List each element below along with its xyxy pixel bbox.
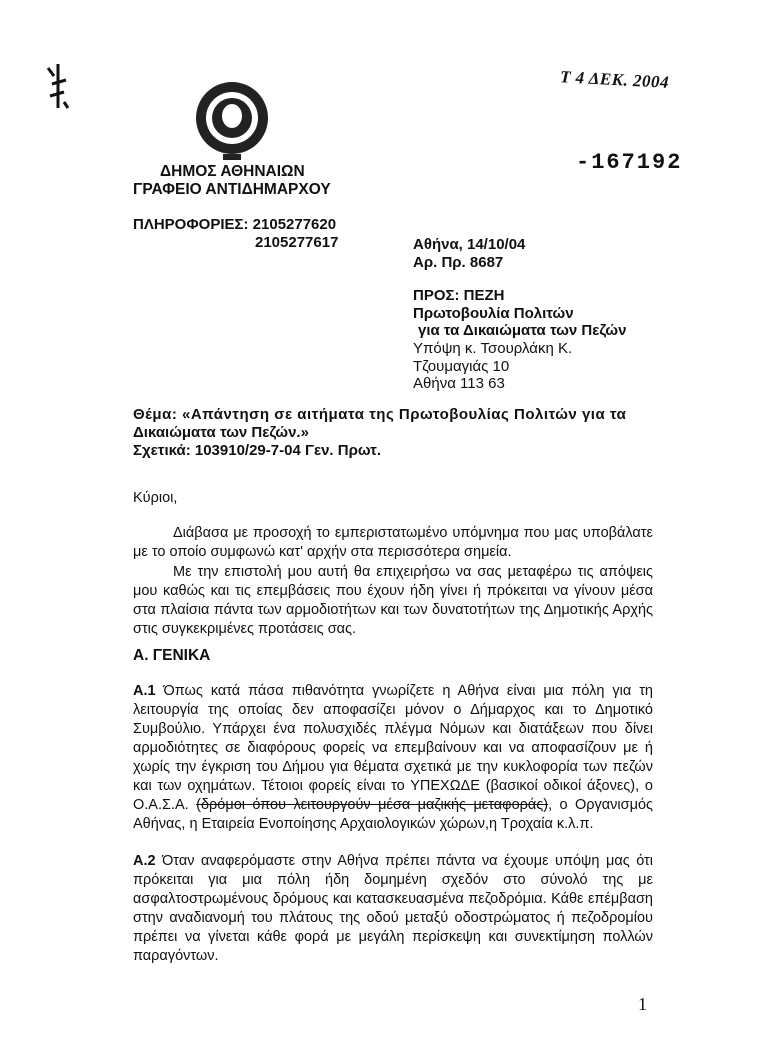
received-date-stamp: Τ 4 ΔΕΚ. 2004 bbox=[559, 67, 670, 92]
section-a-heading: Α. ΓΕΝΙΚΑ bbox=[133, 647, 211, 664]
athens-seal-icon bbox=[193, 80, 271, 162]
subject-line-2: Δικαιώματα των Πεζών.» bbox=[133, 424, 309, 441]
subject-line-1: Θέμα: «Απάντηση σε αιτήματα της Πρωτοβουλίας Πολιτών για τα bbox=[133, 406, 627, 423]
page-number: 1 bbox=[638, 994, 647, 1014]
recipient-line-6: Αθήνα 113 63 bbox=[413, 375, 505, 392]
paragraph-a1 bbox=[133, 682, 653, 834]
recipient-line-3: για τα Δικαιώματα των Πεζών bbox=[418, 322, 627, 339]
info-phone-2: 2105277617 bbox=[255, 234, 339, 251]
greeting: Κύριοι, bbox=[133, 490, 178, 506]
a2-text: Όταν αναφερόμαστε στην Αθήνα πρέπει πάντα να έχουμε υπόψη μας ότι πρόκειται για μια πόλη ήδη δομημένη σχεδόν στο σύνολό της με ασφαλτοστρωμένους δρόμους και κατασκευασμένα πεζοδρόμια. Κάθε επέμβαση στην αναδιανομή του πλάτους της οδού μεταξύ οδοστρώματος ή πεζοδρομίου πρέπει να γίνεται κάθε φορά με μεγάλη περίσκεψη και συνεκτίμηση πολλών παραγόντων. bbox=[133, 853, 653, 964]
paragraph-1: Διάβασα με προσοχή το εμπεριστατωμένο υπόμνημα που μας υποβάλατε με το οποίο συμφωνώ κατ' αρχήν στα περισσότερα σημεία. bbox=[133, 525, 653, 560]
info-phone-1: ΠΛΗΡΟΦΟΡΙΕΣ: 2105277620 bbox=[133, 216, 337, 233]
paragraph-2: Με την επιστολή μου αυτή θα επιχειρήσω να σας μεταφέρω τις απόψεις μου καθώς και τις επεμβάσεις που έχουν ήδη γίνει ή πρόκειται να γίνουν μέσα στα πλαίσια πάντα των αρμοδιοτήτων και των δυνατοτήτων της Δημοτικής Αρχής στις συγκεκριμένες προτάσεις σας. bbox=[133, 564, 653, 637]
subject-reference: Σχετικά: 103910/29-7-04 Γεν. Πρωτ. bbox=[133, 442, 381, 459]
a1-struck-text: (δρόμοι όπου λειτουργούν μέσα μαζικής μεταφοράς) bbox=[196, 797, 549, 813]
a1-text-part1: Όπως κατά πάσα πιθανότητα γνωρίζετε η Αθήνα είναι μια πόλη για τη λειτουργία της οποίας δεν αποφασίζει μόνον ο Δήμαρχος και το Δημοτικό Συμβούλιο. Υπάρχει ένα πολυσχιδές πλέγμα Νόμων και διατάξεων που δίνει αρμοδιότητες σε διαφόρους φορείς να επεμβαίνουν και να αποφασίζουν με ή χωρίς την έγκριση του Δήμου για θέματα σχετικά με την κυκλοφορία των πεζών και των οχημάτων. Τέτοιοι φορείς είναι το ΥΠΕΧΩΔΕ (βασικοί οδικοί άξονες), ο Ο.Α.Σ.Α. bbox=[133, 683, 653, 813]
handwritten-mark bbox=[44, 62, 70, 110]
a2-label: Α.2 bbox=[133, 853, 156, 869]
recipient-line-2: Πρωτοβουλία Πολιτών bbox=[413, 305, 574, 322]
recipient-line-4: Υπόψη κ. Τσουρλάκη Κ. bbox=[413, 340, 573, 357]
reference-number: Αρ. Πρ. 8687 bbox=[413, 254, 504, 271]
place-date: Αθήνα, 14/10/04 bbox=[413, 236, 526, 253]
protocol-number-stamp: -167192 bbox=[576, 150, 683, 175]
recipient-line-5: Τζουμαγιάς 10 bbox=[413, 358, 510, 375]
org-name: ΔΗΜΟΣ ΑΘΗΝΑΙΩΝ bbox=[160, 163, 305, 180]
org-office: ΓΡΑΦΕΙΟ ΑΝΤΙΔΗΜΑΡΧΟΥ bbox=[133, 181, 331, 198]
recipient-line-1: ΠΡΟΣ: ΠΕΖΗ bbox=[413, 287, 505, 304]
paragraph-a2 bbox=[133, 852, 653, 966]
a1-text-part2: , ο Οργανισμός Αθήνας, η Εταιρεία Ενοποίησης Αρχαιολογικών χώρων,η Τροχαία κ.λ.π. bbox=[133, 797, 654, 832]
a1-label: Α.1 bbox=[133, 683, 156, 699]
